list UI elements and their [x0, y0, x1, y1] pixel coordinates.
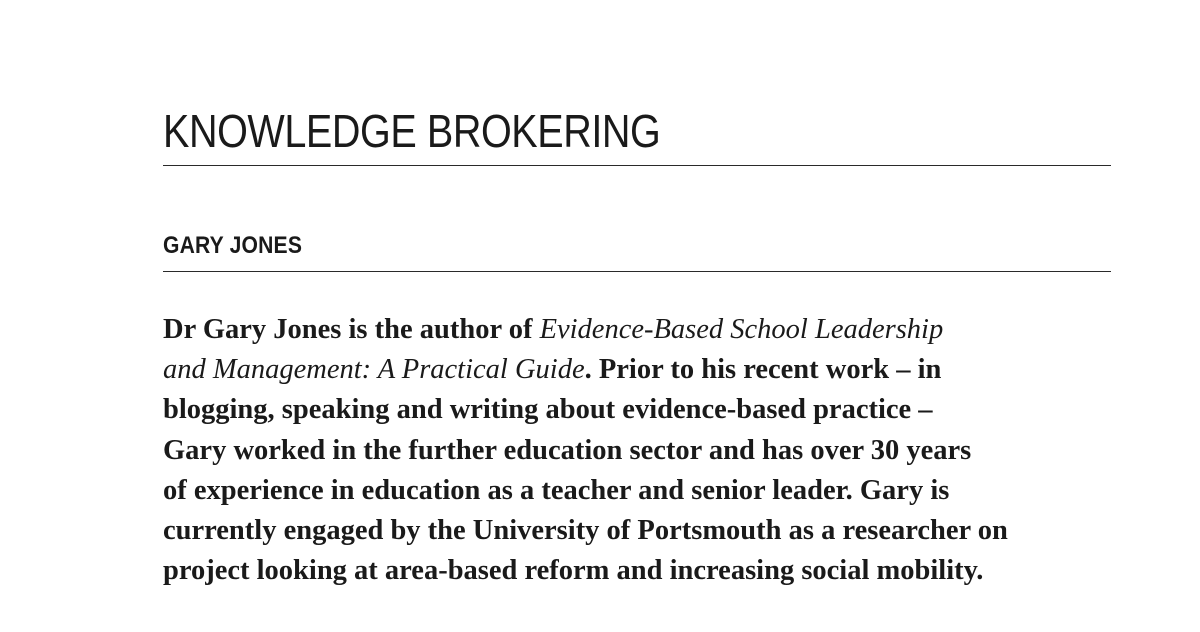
bio-line: of experience in education as a teacher and senior leader. Gary is [163, 474, 950, 506]
bio-line [163, 350, 1123, 390]
bio-line [163, 310, 1123, 350]
bio-line: currently engaged by the University of Portsmouth as a researcher on [163, 515, 1008, 547]
bio-line: project looking at area-based reform and increasing social mobility. [163, 555, 984, 587]
bio-text: Dr Gary Jones is the author of [163, 314, 540, 345]
bio-text: . Prior to his recent work – in [584, 354, 942, 386]
author-divider [163, 271, 1111, 272]
chapter-title: KNOWLEDGE BROKERING [163, 105, 661, 157]
book-title: Evidence-Based School Leadership [539, 314, 944, 345]
bio-line: blogging, speaking and writing about evidence-based practice – [163, 394, 933, 426]
author-name: GARY JONES [163, 232, 303, 259]
bio-line: Gary worked in the further education sector and has over 30 years [163, 434, 972, 466]
author-bio [163, 310, 1123, 591]
title-divider [163, 165, 1111, 166]
book-title: and Management: A Practical Guide [163, 354, 585, 386]
